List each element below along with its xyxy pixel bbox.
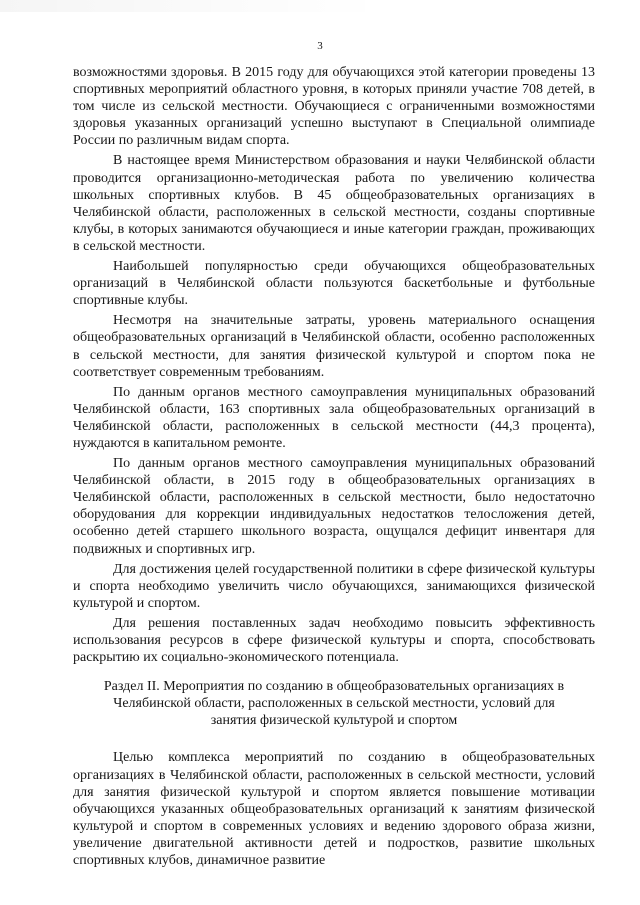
section-heading-line: занятия физической культурой и спортом bbox=[210, 713, 458, 729]
paragraph: Целью комплекса мероприятий по созданию в общеобразовательных организациях в Челябинской области, расположенных в сельской местности, условий для занятия физической культурой и спортом является повышение мотивации обучающихся указанных общеобразовательных организаций к занятиям физической культурой и спортом в современных условиях и ведению здорового образа жизни, увеличение двигательной активности детей и подростков, развитие школьных спортивных клубов, динамичное развитие bbox=[73, 750, 595, 869]
paragraph: По данным органов местного самоуправления муниципальных образований Челябинской области, 163 спортивных зала общеобразовательных организаций в Челябинской области, расположенных в сельской местности (44,3 процента), нуждаются в капитальном ремонте. bbox=[73, 384, 595, 451]
section-heading-line: Раздел II. Мероприятия по созданию в общеобразовательных организациях в bbox=[103, 679, 565, 695]
scan-artifact bbox=[0, 0, 640, 12]
paragraph: По данным органов местного самоуправления муниципальных образований Челябинской области, в 2015 году в общеобразовательных организациях в Челябинской области, расположенных в сельской местности, было недостаточно оборудования для коррекции индивидуальных недостатков телосложения детей, особенно детей старшего школьного возраста, ощущался дефицит инвентаря для подвижных и спортивных игр. bbox=[73, 456, 595, 557]
section-heading bbox=[73, 678, 595, 729]
paragraph: В настоящее время Министерством образования и науки Челябинской области проводится организационно-методическая работа по увеличению количества школьных спортивных клубов. В 45 общеобразовательных организациях в Челябинской области, расположенных в сельской местности, созданы спортивные клубы, в которых занимаются обучающиеся и иные категории граждан, проживающих в сельской местности. bbox=[73, 153, 595, 254]
paragraph: Для решения поставленных задач необходимо повысить эффективность использования ресурсов в сфере физической культуры и спорта, способствовать раскрытию их социально-экономического потенциала. bbox=[73, 615, 595, 666]
paragraph: Несмотря на значительные затраты, уровень материального оснащения общеобразовательных организаций в Челябинской области, особенно расположенных в сельской местности, для занятия физической культурой и спортом пока не соответствует современным требованиям. bbox=[73, 313, 595, 380]
page-number: 3 bbox=[317, 40, 323, 52]
paragraph: возможностями здоровья. В 2015 году для обучающихся этой категории проведены 13 спортивных мероприятий областного уровня, в которых приняли участие 708 детей, в том числе из сельской местности. Обучающиеся с ограниченными возможностями здоровья указанных организаций успешно выступают в Специальной олимпиаде России по различным видам спорта. bbox=[73, 65, 595, 149]
document-body bbox=[73, 64, 595, 872]
section-heading-line: Челябинской области, расположенных в сельской местности, условий для bbox=[113, 696, 555, 712]
paragraph: Для достижения целей государственной политики в сфере физической культуры и спорта необходимо увеличить число обучающихся, занимающихся физической культурой и спортом. bbox=[73, 561, 595, 611]
paragraph: Наибольшей популярностью среди обучающихся общеобразовательных организаций в Челябинской области пользуются баскетбольные и футбольные спортивные клубы. bbox=[73, 259, 595, 309]
